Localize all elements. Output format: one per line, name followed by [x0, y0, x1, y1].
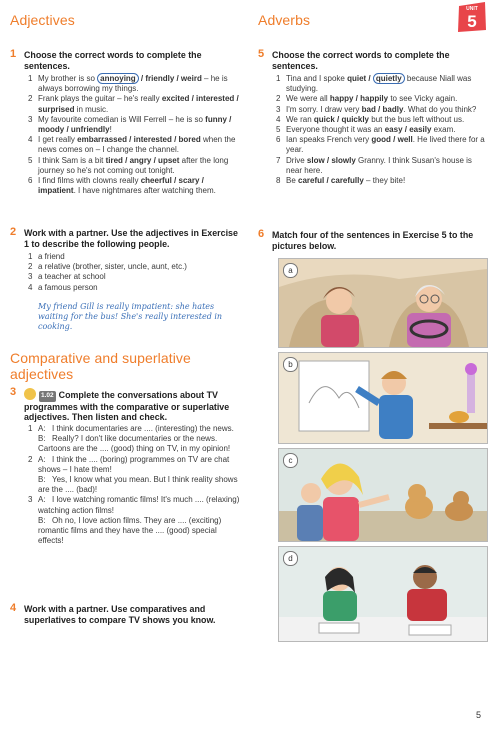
answer-options: / friendly / weird [138, 74, 202, 83]
exercise-3-items [28, 424, 243, 546]
item-number: 5 [28, 155, 33, 165]
list-item [276, 94, 486, 104]
picture-label: c [283, 453, 298, 468]
item-text: My favourite comedian is Will Ferrell – he is so funny / moody / unfriendly! [38, 114, 232, 135]
item-text: Frank plays the guitar – he's really excited / interested / surprised in music. [38, 94, 239, 114]
picture-a [278, 258, 488, 348]
item-number: 4 [28, 135, 33, 145]
item-number: 3 [28, 272, 33, 282]
item-text: We ran quick / quickly but the bus left without us. [286, 114, 465, 124]
speaker-label: A: [38, 424, 46, 433]
list-item [276, 125, 486, 135]
dialogue-line [28, 516, 243, 547]
unit-badge-label: UNIT [466, 6, 478, 12]
dialogue-line [28, 424, 243, 434]
item-text: I'm sorry. I draw very bad / badly. What do you think? [286, 104, 477, 114]
answer-options: embarrassed / interested / bored [77, 135, 201, 145]
speaker-label: A: [38, 495, 46, 505]
dialogue-line [28, 455, 243, 475]
illustration-students [279, 547, 487, 641]
speaker-label: B: [38, 475, 46, 485]
exercise-number: 5 [258, 48, 265, 60]
item-text: I find films with clowns really cheerful / scary / impatient. I have nightmares after watching them. [38, 176, 216, 196]
dialogue-text: Oh no, I love action films. They are .... (exciting) romantic films and they have the .... (good) special effects! [38, 515, 222, 546]
item-text: a famous person [38, 282, 98, 292]
list-item [28, 272, 243, 282]
list-item [28, 135, 243, 155]
speaker-label: B: [38, 434, 46, 444]
list-item [276, 176, 486, 186]
dialogue-text: Yes, I know what you mean. But I think reality shows are the .... (bad)! [38, 475, 238, 495]
item-text: a relative (brother, sister, uncle, aunt, etc.) [38, 262, 187, 272]
answer-options: slow / slowly [306, 155, 356, 165]
exercise-2-items [28, 252, 243, 293]
exercise-number: 2 [10, 226, 17, 238]
answer-options: quiet / [347, 74, 373, 83]
item-text: a friend [38, 252, 65, 261]
item-number: 8 [276, 176, 281, 186]
exercise-number: 6 [258, 228, 265, 240]
item-number: 2 [28, 94, 33, 104]
picture-b [278, 352, 488, 444]
item-text: a teacher at school [38, 272, 106, 282]
dialogue-text: Really? I don't like documentaries or the news. Cartoons are the .... (good) thing on TV, in my opinion! [38, 434, 231, 454]
answer-options: good / well [371, 135, 413, 145]
item-number: 3 [28, 114, 33, 124]
list-item [276, 135, 486, 155]
item-number: 3 [276, 104, 281, 114]
item-number: 4 [276, 114, 281, 124]
circled-answer: quietly [373, 73, 405, 84]
picture-d [278, 546, 488, 642]
item-text: My brother is so annoying / friendly / weird – he is always borrowing my things. [38, 74, 228, 94]
answer-options: happy / happily [329, 94, 389, 104]
answer-options: excited / interested / surprised [38, 94, 239, 114]
item-number: 5 [276, 125, 281, 135]
item-text: I think Sam is a bit tired / angry / upset after the long journey so he's not coming out tonight. [38, 155, 229, 175]
illustration-drawing [279, 353, 487, 443]
list-item [276, 115, 486, 125]
page-number: 5 [476, 710, 482, 720]
dialogue-line [28, 495, 243, 515]
dialogue-text: I love watching romantic films! It's much .... (relaxing) watching action films! [38, 495, 240, 515]
item-number: 3 [28, 495, 33, 505]
list-item [28, 156, 243, 176]
answer-options: cheerful / scary / impatient [38, 176, 204, 196]
exercise-number: 4 [10, 602, 17, 614]
list-item [28, 115, 243, 135]
item-number: 4 [28, 282, 33, 292]
item-number: 2 [276, 94, 281, 104]
exercise-instruction: Match four of the sentences in Exercise 5 to the pictures below. [272, 230, 474, 251]
list-item [276, 156, 486, 176]
list-item [276, 74, 486, 94]
item-number: 1 [28, 424, 33, 433]
unit-badge [455, 0, 489, 34]
speaker-label: A: [38, 454, 46, 464]
exercise-instruction: Choose the correct words to complete the sentences. [272, 50, 450, 71]
exercise-1-items [28, 74, 243, 196]
answer-options: easy / easily [384, 125, 432, 135]
section-title-adverbs: Adverbs [258, 12, 311, 28]
item-text: Everyone thought it was an easy / easily exam. [286, 125, 456, 135]
section-title-adjectives: Adjectives [10, 12, 75, 28]
dialogue-text: I think the .... (boring) programmes on TV are chat shows – I hate them! [38, 454, 230, 474]
item-text: Be careful / carefully – they bite! [286, 176, 406, 186]
list-item [28, 176, 243, 196]
illustration-pets [279, 449, 487, 541]
list-item [276, 105, 486, 115]
answer-options: tired / angry / upset [105, 155, 180, 165]
item-number: 2 [28, 454, 33, 464]
exercise-instruction [24, 388, 242, 423]
picture-label: b [283, 357, 298, 372]
list-item [28, 283, 243, 293]
answer-options: careful / carefully [298, 176, 364, 186]
picture-label: d [283, 551, 298, 566]
example-answer: My friend Gill is really impatient: she hates waiting for the bus! She's really interested in cooking. [38, 302, 223, 331]
unit-badge-number: 5 [467, 12, 477, 31]
exercise-instruction: Work with a partner. Use comparatives and superlatives to compare TV shows you know. [24, 604, 216, 625]
answer-options: bad / badly [361, 104, 404, 114]
item-text: Drive slow / slowly Granny. I think Susan's house is near here. [286, 155, 472, 175]
item-number: 7 [276, 155, 281, 165]
illustration-car [279, 259, 487, 347]
dialogue-line [28, 434, 243, 454]
answer-options: quick / quickly [313, 114, 370, 124]
item-number: 2 [28, 262, 33, 272]
item-number: 1 [28, 252, 33, 261]
dialogue-line [28, 475, 243, 495]
list-item [28, 252, 243, 262]
track-number: 1.02 [39, 391, 56, 402]
item-text: Ian speaks French very good / well. He lived there for a year. [286, 135, 485, 155]
speaker-label: B: [38, 515, 46, 525]
exercise-number: 3 [10, 386, 17, 398]
exercise-instruction: Work with a partner. Use the adjectives in Exercise 1 to describe the following people. [24, 228, 238, 249]
item-number: 6 [276, 135, 281, 145]
exercise-number: 1 [10, 48, 17, 60]
circled-answer: annoying [97, 73, 139, 84]
exercise-instruction: Choose the correct words to complete the sentences. [24, 50, 202, 71]
list-item [28, 94, 243, 114]
item-text: Tina and I spoke quiet / quietly because Niall was studying. [286, 74, 472, 94]
list-item [28, 74, 243, 94]
item-number: 6 [28, 176, 33, 186]
answer-options: funny / moody / unfriendly [38, 114, 232, 135]
exercise-5-items [276, 74, 486, 186]
item-text: We were all happy / happily to see Vicky again. [286, 94, 458, 104]
list-item [28, 262, 243, 272]
item-number: 1 [28, 74, 33, 83]
exercise-instruction-text: Complete the conversations about TV programmes with the comparative or superlative adjectives. Then listen and check. [24, 390, 230, 423]
item-number: 1 [276, 74, 281, 83]
picture-label: a [283, 263, 298, 278]
audio-icon[interactable] [24, 388, 36, 400]
item-text: I get really embarrassed / interested / bored when the news comes on – I change the channel. [38, 135, 236, 155]
section-title-comparative: Comparative and superlative adjectives [10, 350, 191, 382]
picture-c [278, 448, 488, 542]
dialogue-text: I think documentaries are .... (interesting) the news. [52, 424, 234, 433]
